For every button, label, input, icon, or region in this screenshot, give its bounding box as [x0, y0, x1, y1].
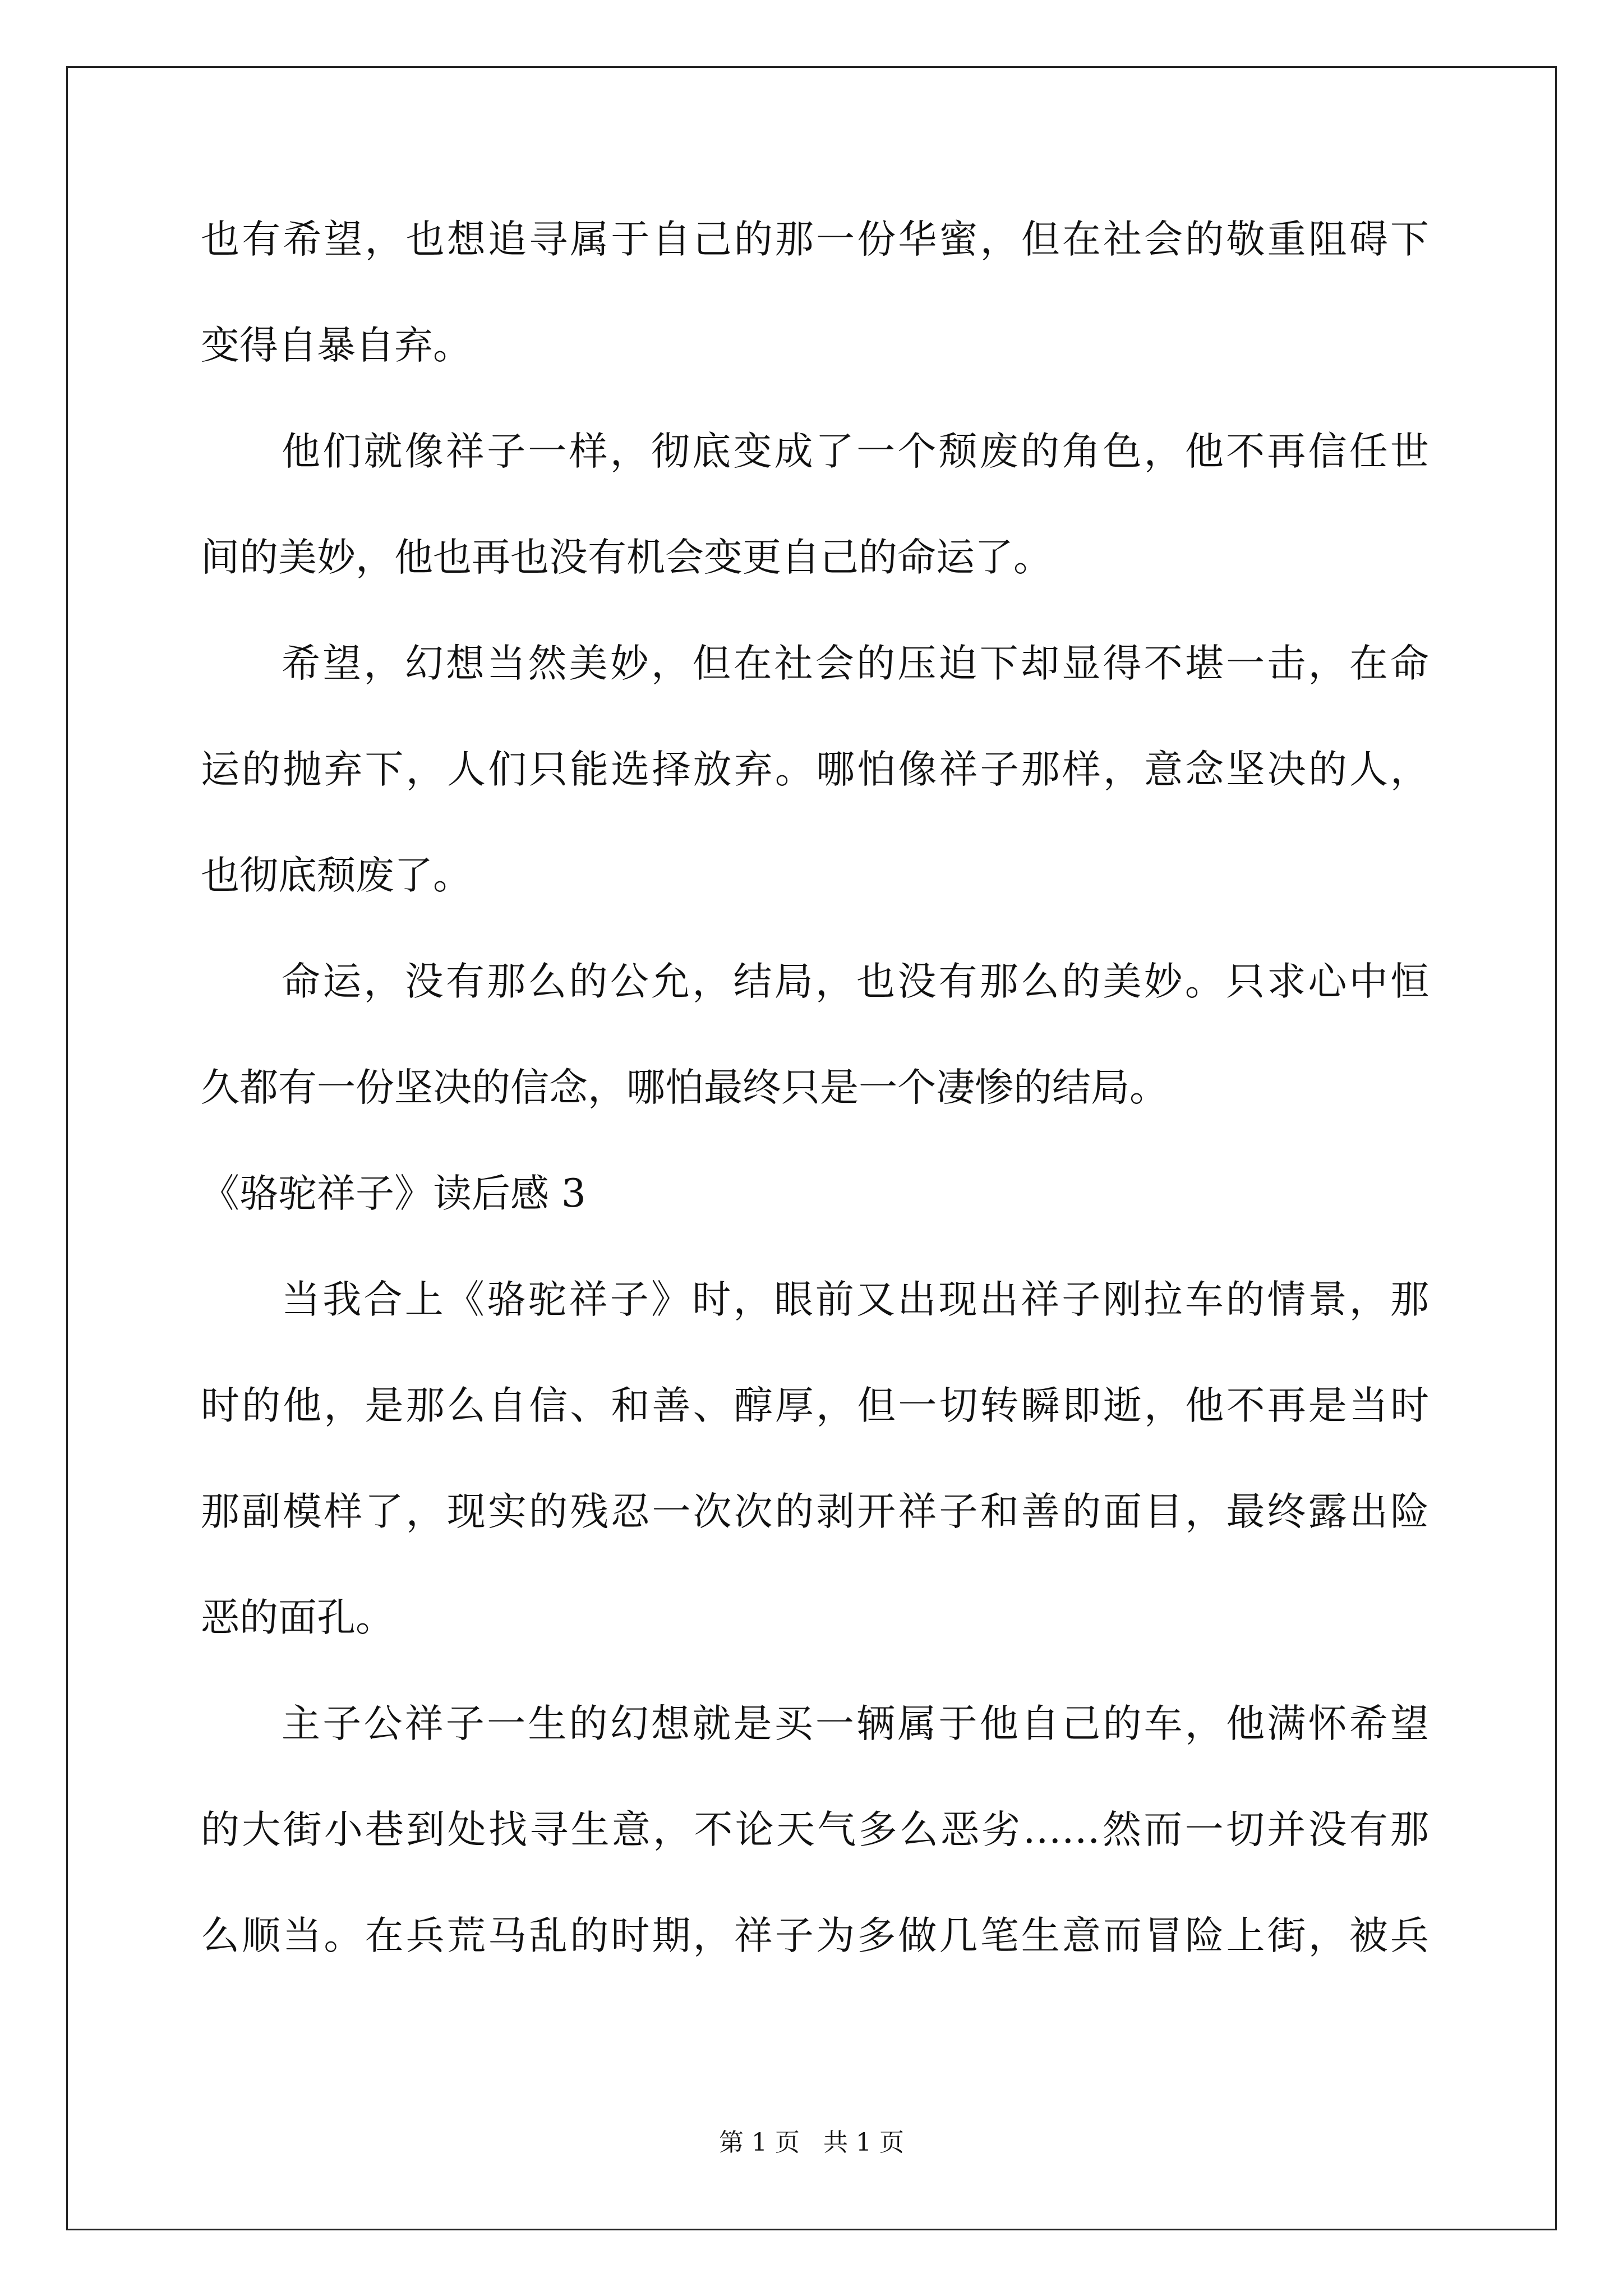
text-line: 命运，没有那么的公允，结局，也没有那么的美妙。只求心中恒: [282, 959, 1429, 1004]
text-line: 变得自暴自弃。: [201, 323, 472, 368]
text-line: 也彻底颓废了。: [201, 853, 472, 898]
text-line: 恶的面孔。: [201, 1595, 394, 1640]
text-line: 的大街小巷到处找寻生意，不论天气多么恶劣……然而一切并没有那: [201, 1807, 1429, 1852]
document-body: [201, 213, 1429, 2016]
text-line: 运的抛弃下，人们只能选择放弃。哪怕像祥子那样，意念坚决的人，: [201, 747, 1429, 792]
text-line: 当我合上《骆驼祥子》时，眼前又出现出祥子刚拉车的情景，那: [282, 1277, 1429, 1322]
text-line: 主子公祥子一生的幻想就是买一辆属于他自己的车，他满怀希望: [282, 1701, 1429, 1746]
section-heading: 《骆驼祥子》读后感 3: [201, 1171, 586, 1216]
text-line: 么顺当。在兵荒马乱的时期，祥子为多做几笔生意而冒险上街，被兵: [201, 1913, 1429, 1958]
text-line: 他们就像祥子一样，彻底变成了一个颓废的角色，他不再信任世: [282, 429, 1429, 474]
page-footer: 第 1 页 共 1 页: [719, 2128, 904, 2157]
text-line: 也有希望，也想追寻属于自己的那一份华蜜，但在社会的敬重阻碍下: [201, 217, 1429, 262]
text-line: 希望，幻想当然美妙，但在社会的压迫下却显得不堪一击，在命: [282, 641, 1429, 686]
text-line: 时的他，是那么自信、和善、醇厚，但一切转瞬即逝，他不再是当时: [201, 1383, 1429, 1428]
text-line: 间的美妙，他也再也没有机会变更自己的命运了。: [201, 535, 1052, 580]
text-line: 那副模样了，现实的残忍一次次的剥开祥子和善的面目，最终露出险: [201, 1489, 1429, 1534]
text-line: 久都有一份坚决的信念，哪怕最终只是一个凄惨的结局。: [201, 1065, 1168, 1110]
